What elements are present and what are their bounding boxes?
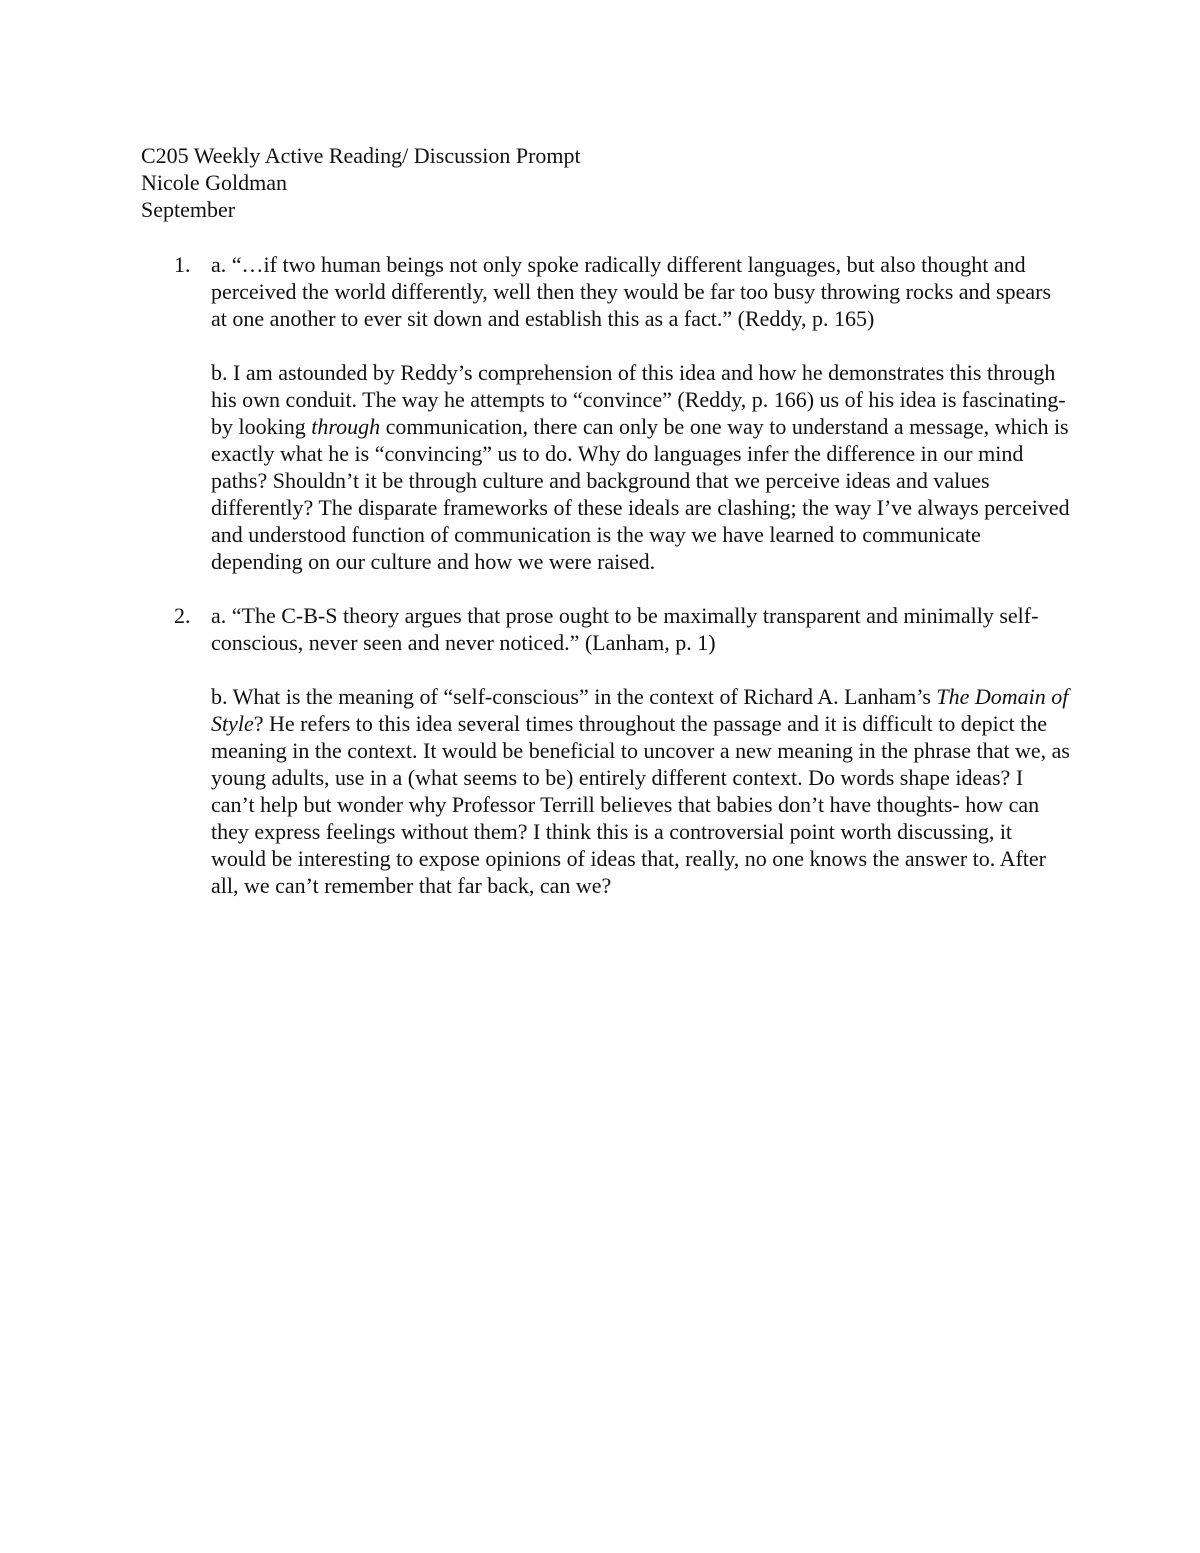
document-title: C205 Weekly Active Reading/ Discussion Prompt [141, 143, 581, 168]
response-text: communication, there can only be one way to understand a message, which is exactly what he is “convincing” us to do. Why do languages infer the difference in our mind paths? Shouldn’t it be through culture and background that we perceive ideas and values differently? The disparate frameworks of these ideals are clashing; the way I’ve always perceived and understood function of communication is the way we have learned to communicate depending on our culture and how we were raised. [211, 414, 1070, 574]
document-date: September [141, 197, 236, 222]
quote-paragraph: a. “…if two human beings not only spoke radically different languages, but also thought and perceived the world differently, well then they would be far too busy throwing rocks and spears at one another to ever sit down and establish this as a fact.” (Reddy, p. 165) [211, 252, 1052, 331]
response-text: ? He refers to this idea several times throughout the passage and it is difficult to depict the meaning in the context. It would be beneficial to uncover a new meaning in the phrase that we, as young adults, use in a (what seems to be) entirely different context. Do words shape ideas? I can’t help but wonder why Professor Terrill believes that babies don’t have thoughts- how can they express feelings without them? I think this is a controversial point worth discussing, it would be interesting to expose opinions of ideas that, really, no one knows the answer to. After all, we can’t remember that far back, can we? [211, 711, 1070, 898]
response-paragraph [211, 359, 1071, 575]
response-text: b. I am astounded by Reddy’s comprehension of this idea and how he demonstrates this through his own conduit. The way he attempts to “convince” (Reddy, p. 166) us of his idea is fascinating- by looking [211, 360, 1066, 439]
quote-paragraph: a. “The C-B-S theory argues that prose ought to be maximally transparent and minimally self-conscious, never seen and never noticed.” (Lanham, p. 1) [211, 603, 1039, 655]
response-emphasis: through [311, 414, 381, 439]
item-number: 1. [174, 252, 191, 277]
item-number: 2. [174, 603, 191, 628]
list-item [141, 251, 1071, 575]
prompt-list [141, 251, 1071, 899]
list-item [141, 602, 1071, 899]
book-title: The Domain of Style [211, 684, 1069, 736]
document-header [141, 142, 581, 223]
response-text: b. What is the meaning of “self-conscious” in the context of Richard A. Lanham’s [211, 684, 937, 709]
response-paragraph [211, 683, 1071, 899]
author-name: Nicole Goldman [141, 170, 288, 195]
